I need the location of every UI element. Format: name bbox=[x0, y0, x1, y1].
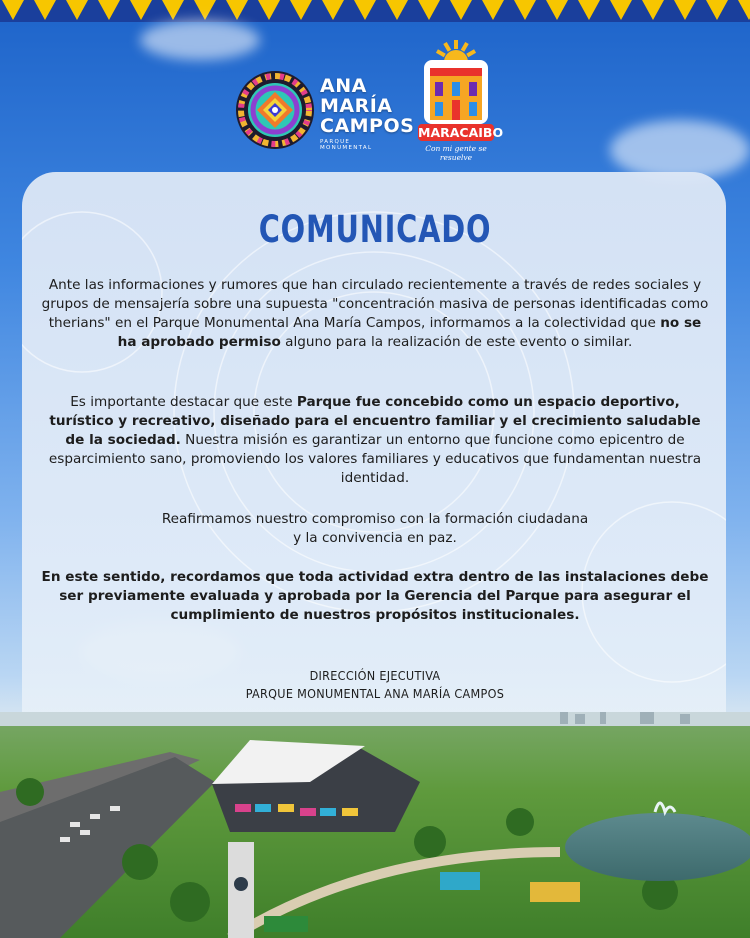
paragraph-text: Nuestra misión es garantizar un entorno que funcione como epicentro de esparcimiento sano, promoviendo los valores familiares y educativos que fundamentan nuestra identidad. bbox=[48, 432, 702, 486]
maracaibo-house-sun-icon bbox=[418, 40, 494, 126]
logo-word: CAMPOS bbox=[320, 115, 415, 137]
maracaibo-slogan: Con mi gente se resuelve bbox=[425, 144, 487, 162]
paragraph-text: Ante las informaciones y rumores que han circulado recientemente a través de redes sociales y grupos de mensajería sobre una supuesta "concentración masiva de personas identificadas como therians" en el Parque Monumental Ana María Campos, informamos a la colectividad que bbox=[41, 277, 709, 331]
page-title: COMUNICADO bbox=[258, 208, 492, 251]
emphasis-text: no se ha aprobado permiso bbox=[117, 315, 702, 350]
paragraph-text: alguno para la realización de este evento o similar. bbox=[280, 334, 633, 350]
logo-word: MARÍA bbox=[320, 95, 393, 117]
paragraph-permission bbox=[40, 276, 710, 352]
park-aerial-photo bbox=[0, 712, 750, 938]
logo-bar bbox=[0, 40, 750, 170]
paragraph-text: Es importante destacar que este bbox=[70, 394, 297, 410]
mandala-emblem-icon bbox=[235, 70, 315, 150]
signature-department: DIRECCIÓN EJECUTIVA bbox=[309, 668, 441, 683]
logo-word: ANA bbox=[320, 75, 367, 97]
paragraph-reminder: En este sentido, recordamos que toda actividad extra dentro de las instalaciones debe ser previamente evaluada y aprobada por la Gerencia del Parque para asegurar el cumplimiento de nuestros propósitos institucionales. bbox=[41, 569, 709, 623]
maracaibo-wordmark: MARACAIBO bbox=[418, 125, 504, 140]
decorative-triangle-border bbox=[0, 0, 750, 22]
paragraph-line: Reafirmamos nuestro compromiso con la formación ciudadana bbox=[161, 511, 589, 527]
paragraph-line: y la convivencia en paz. bbox=[293, 530, 457, 546]
signature-organization: PARQUE MONUMENTAL ANA MARÍA CAMPOS bbox=[245, 686, 505, 701]
paragraph-park-purpose bbox=[40, 393, 710, 488]
logo-subtitle: PARQUE MONUMENTAL bbox=[320, 139, 373, 151]
paragraph-commitment bbox=[40, 510, 710, 548]
emphasis-text: Parque fue concebido como un espacio deportivo, turístico y recreativo, diseñado para el encuentro familiar y el crecimiento saludable de la sociedad. bbox=[49, 394, 701, 448]
ana-maria-campos-wordmark bbox=[320, 75, 415, 151]
maracaibo-logo bbox=[418, 40, 504, 162]
